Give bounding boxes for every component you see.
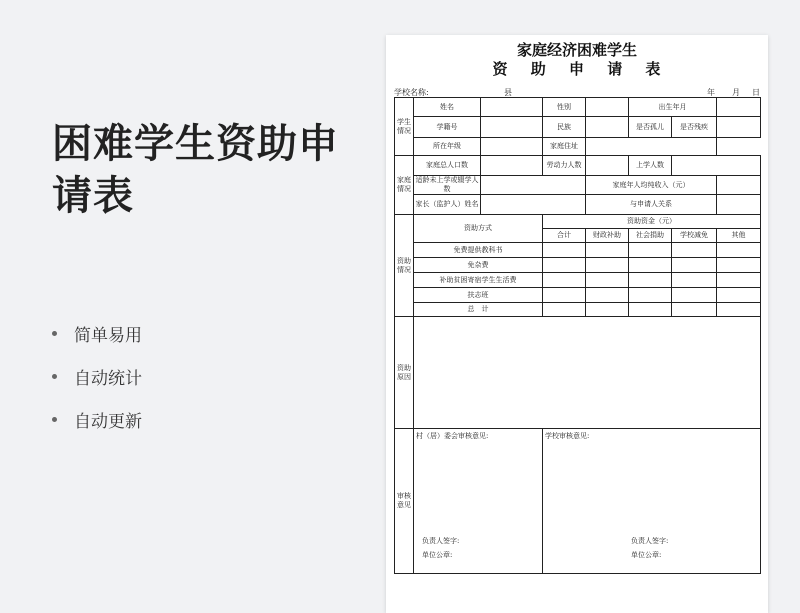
aid-cell[interactable] bbox=[543, 243, 586, 258]
label-aid-fund: 资助资金（元） bbox=[543, 215, 761, 229]
aid-cell[interactable] bbox=[629, 273, 672, 288]
aid-cell[interactable] bbox=[717, 273, 761, 288]
label-labor: 劳动力人数 bbox=[543, 156, 586, 176]
aid-cell[interactable] bbox=[717, 303, 761, 317]
section-reason: 资助原因 bbox=[395, 317, 414, 429]
aid-cell[interactable] bbox=[629, 243, 672, 258]
feature-item bbox=[52, 355, 142, 398]
form-title-line1: 家庭经济困难学生 bbox=[516, 41, 637, 59]
form-title-line2: 资 助 申 请 表 bbox=[492, 60, 670, 78]
day-label: 日 bbox=[752, 88, 760, 97]
label-guardian: 家长（监护人）姓名 bbox=[414, 195, 481, 215]
aid-cell[interactable] bbox=[629, 258, 672, 273]
application-form-table bbox=[394, 97, 761, 574]
label-school-id: 学籍号 bbox=[414, 117, 481, 138]
aid-cell[interactable] bbox=[586, 273, 629, 288]
school-review-box[interactable] bbox=[543, 429, 761, 574]
aid-cell[interactable] bbox=[586, 288, 629, 303]
field-gender[interactable] bbox=[586, 98, 629, 117]
field-income[interactable] bbox=[717, 176, 761, 195]
county-label: 县 bbox=[504, 88, 512, 97]
month-label: 月 bbox=[732, 88, 740, 97]
promo-title-line2: 请表 bbox=[52, 173, 134, 219]
aid-row-label: 免费提供教科书 bbox=[414, 243, 543, 258]
col-other: 其他 bbox=[717, 229, 761, 243]
section-review: 审核意见 bbox=[395, 429, 414, 574]
col-finance: 财政补助 bbox=[586, 229, 629, 243]
field-address[interactable] bbox=[586, 138, 717, 156]
form-paper bbox=[386, 35, 768, 613]
feature-item bbox=[52, 312, 142, 355]
aid-cell[interactable] bbox=[586, 303, 629, 317]
bullet-icon bbox=[52, 331, 57, 336]
promo-title bbox=[52, 118, 339, 222]
school-label: 学校名称: bbox=[394, 88, 429, 97]
aid-cell[interactable] bbox=[672, 273, 717, 288]
field-disabled[interactable] bbox=[717, 117, 761, 138]
label-dropout: 适龄未上学或辍学人数 bbox=[415, 176, 479, 193]
field-schooling[interactable] bbox=[672, 156, 761, 176]
label-sign1: 负责人签字: bbox=[422, 537, 460, 545]
feature-label: 自动统计 bbox=[74, 369, 142, 389]
label-disabled: 是否残疾 bbox=[672, 117, 717, 138]
field-dropout[interactable] bbox=[481, 176, 586, 195]
field-grade[interactable] bbox=[481, 138, 543, 156]
label-population: 家庭总人口数 bbox=[414, 156, 481, 176]
field-ethnicity[interactable] bbox=[586, 117, 629, 138]
field-labor[interactable] bbox=[586, 156, 629, 176]
label-name: 姓名 bbox=[414, 98, 481, 117]
label-gender: 性别 bbox=[543, 98, 586, 117]
aid-row-label: 扶志班 bbox=[414, 288, 543, 303]
aid-cell[interactable] bbox=[629, 303, 672, 317]
label-sign2: 负责人签字: bbox=[631, 537, 669, 545]
label-birth: 出生年月 bbox=[629, 98, 717, 117]
aid-cell[interactable] bbox=[629, 288, 672, 303]
label-school-review: 学校审核意见: bbox=[545, 432, 590, 440]
label-address: 家庭住址 bbox=[543, 138, 586, 156]
feature-list bbox=[52, 312, 142, 441]
section-student: 学生情况 bbox=[395, 98, 414, 156]
field-school-id[interactable] bbox=[481, 117, 543, 138]
label-seal2: 单位公章: bbox=[631, 551, 662, 559]
field-birth[interactable] bbox=[717, 98, 761, 117]
label-relation: 与申请人关系 bbox=[586, 195, 717, 215]
aid-cell[interactable] bbox=[717, 243, 761, 258]
label-village-review: 村（居）委会审核意见: bbox=[416, 432, 489, 440]
aid-cell[interactable] bbox=[672, 288, 717, 303]
aid-cell[interactable] bbox=[672, 258, 717, 273]
section-aid: 资助情况 bbox=[395, 215, 414, 317]
aid-cell[interactable] bbox=[717, 258, 761, 273]
field-guardian[interactable] bbox=[481, 195, 586, 215]
village-review-box[interactable] bbox=[414, 429, 543, 574]
aid-cell[interactable] bbox=[543, 273, 586, 288]
field-reason[interactable] bbox=[414, 317, 761, 429]
label-income: 家庭年人均纯收入（元） bbox=[586, 176, 717, 195]
label-grade: 所在年级 bbox=[414, 138, 481, 156]
feature-label: 简单易用 bbox=[74, 326, 142, 346]
col-total: 合计 bbox=[543, 229, 586, 243]
section-family: 家庭情况 bbox=[395, 156, 414, 215]
field-population[interactable] bbox=[481, 156, 543, 176]
label-aid-method: 资助方式 bbox=[414, 215, 543, 243]
aid-cell[interactable] bbox=[672, 303, 717, 317]
label-orphan: 是否孤儿 bbox=[629, 117, 672, 138]
aid-cell[interactable] bbox=[543, 288, 586, 303]
promo-title-line1: 困难学生资助申 bbox=[52, 121, 339, 167]
field-name[interactable] bbox=[481, 98, 543, 117]
aid-row-label: 补助贫困寄宿学生生活费 bbox=[414, 273, 543, 288]
bullet-icon bbox=[52, 417, 57, 422]
col-school-waiver: 学校减免 bbox=[672, 229, 717, 243]
aid-row-label: 免杂费 bbox=[414, 258, 543, 273]
aid-cell[interactable] bbox=[543, 258, 586, 273]
feature-label: 自动更新 bbox=[74, 412, 142, 432]
aid-row-label: 总 计 bbox=[414, 303, 543, 317]
aid-cell[interactable] bbox=[543, 303, 586, 317]
aid-cell[interactable] bbox=[717, 288, 761, 303]
aid-cell[interactable] bbox=[586, 258, 629, 273]
label-seal1: 单位公章: bbox=[422, 551, 453, 559]
aid-cell[interactable] bbox=[672, 243, 717, 258]
bullet-icon bbox=[52, 374, 57, 379]
aid-cell[interactable] bbox=[586, 243, 629, 258]
label-schooling: 上学人数 bbox=[629, 156, 672, 176]
year-label: 年 bbox=[707, 88, 715, 97]
feature-item bbox=[52, 398, 142, 441]
label-ethnicity: 民族 bbox=[543, 117, 586, 138]
col-donation: 社会捐助 bbox=[629, 229, 672, 243]
field-relation[interactable] bbox=[717, 195, 761, 215]
